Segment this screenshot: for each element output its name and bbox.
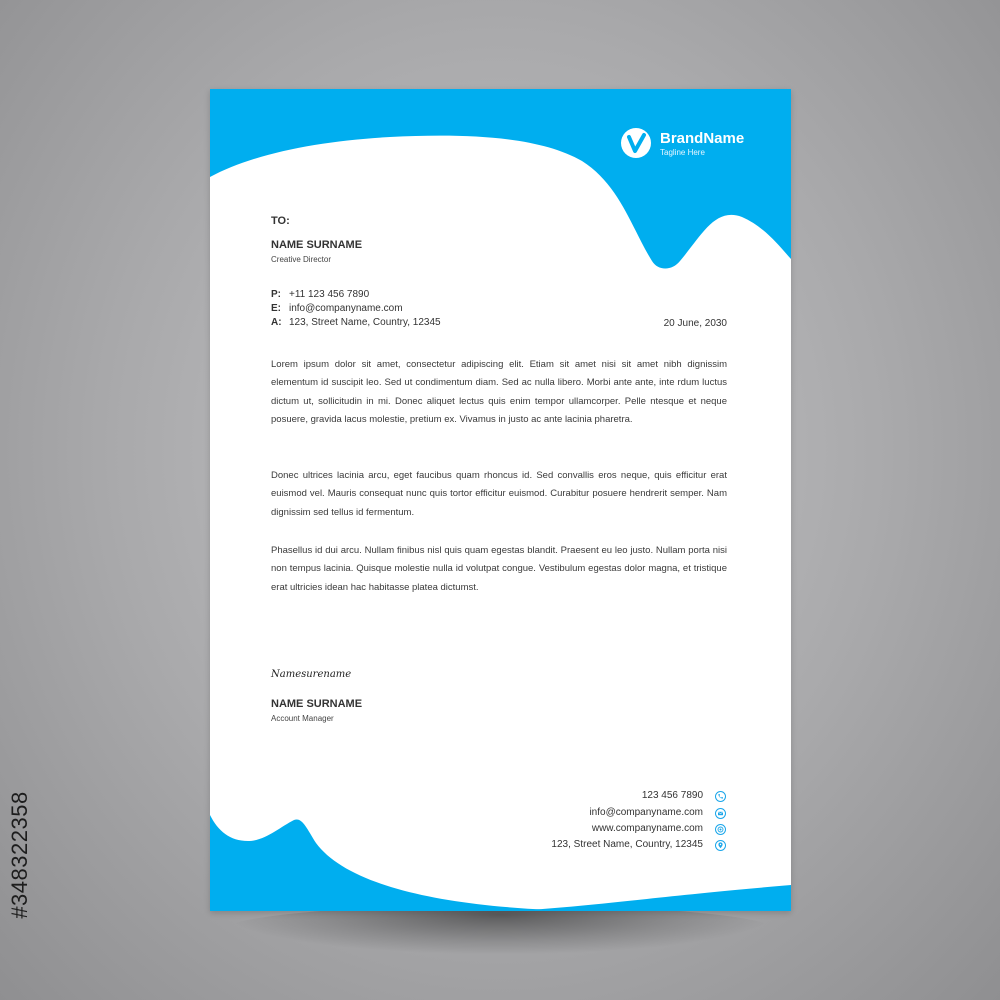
brand-logo bbox=[620, 127, 652, 159]
footer-website: www.companyname.com bbox=[591, 823, 703, 834]
globe-icon bbox=[715, 824, 726, 835]
body-paragraph-3: Phasellus id dui arcu. Nullam finibus nisl quis quam egestas blandit. Praesent eu leo justo. Nullam porta nisi non tempus lacinia. Quisque molestie nulla id volutpat congue. Vestibulum egestas dolor magna, et tristique erat ultricies idean hac habitasse platea dictumst. bbox=[271, 545, 727, 593]
signer-name: NAME SURNAME bbox=[271, 698, 363, 710]
letterhead-page bbox=[210, 89, 791, 911]
handwritten-signature: Namesurename bbox=[271, 669, 352, 680]
footer-address: 123, Street Name, Country, 12345 bbox=[551, 839, 703, 850]
contact-phone bbox=[271, 289, 369, 300]
recipient-name: NAME SURNAME bbox=[271, 239, 363, 251]
signer-role: Account Manager bbox=[271, 714, 334, 723]
email-label: E: bbox=[271, 303, 281, 314]
phone-label: P: bbox=[271, 289, 281, 300]
contact-address bbox=[271, 317, 441, 328]
letter-date: 20 June, 2030 bbox=[663, 318, 727, 329]
bottom-wave bbox=[210, 815, 630, 911]
brand-tagline: Tagline Here bbox=[660, 148, 705, 157]
address-value: 123, Street Name, Country, 12345 bbox=[289, 317, 441, 328]
stock-id-label bbox=[5, 755, 35, 955]
body-paragraph-2: Donec ultrices lacinia arcu, eget faucibus quam rhoncus id. Sed convallis eros neque, quis efficitur erat euismod vel. Mauris consequat nunc quis tortor efficitur euismod. Curabitur posuere hendrerit semper. Nam dignissim sed tellus id fermentum. bbox=[271, 470, 727, 518]
body-paragraph-1: Lorem ipsum dolor sit amet, consectetur adipiscing elit. Etiam sit amet nisi sit amet nibh dignissim elementum id suscipit leo. Sed ut condimentum diam. Sed ac nulla libero. Morbi ante ante, inte rdum luctus dictum ut, sollicitudin in mi. Donec aliquet lectus quis enim tempor ullamcorper. Pelle ntesque et neque posuere, gravida lacus molestie, pretium ex. Vivamus in justo ac ante lacinia pharetra. bbox=[271, 359, 727, 426]
email-value: info@companyname.com bbox=[289, 303, 403, 314]
contact-email bbox=[271, 303, 403, 314]
email-icon bbox=[715, 808, 726, 819]
bottom-wave-right bbox=[510, 885, 791, 911]
location-icon bbox=[715, 840, 726, 851]
footer-phone: 123 456 7890 bbox=[641, 790, 703, 801]
brand-name: BrandName bbox=[660, 130, 745, 147]
paper-shadow bbox=[225, 905, 775, 955]
to-label: TO: bbox=[271, 215, 290, 227]
address-label: A: bbox=[271, 317, 282, 328]
phone-icon bbox=[715, 791, 726, 802]
recipient-role: Creative Director bbox=[271, 255, 332, 264]
phone-value: +11 123 456 7890 bbox=[289, 289, 370, 300]
stock-id-text: #348322358 bbox=[7, 791, 32, 919]
footer-email: info@companyname.com bbox=[589, 807, 703, 818]
